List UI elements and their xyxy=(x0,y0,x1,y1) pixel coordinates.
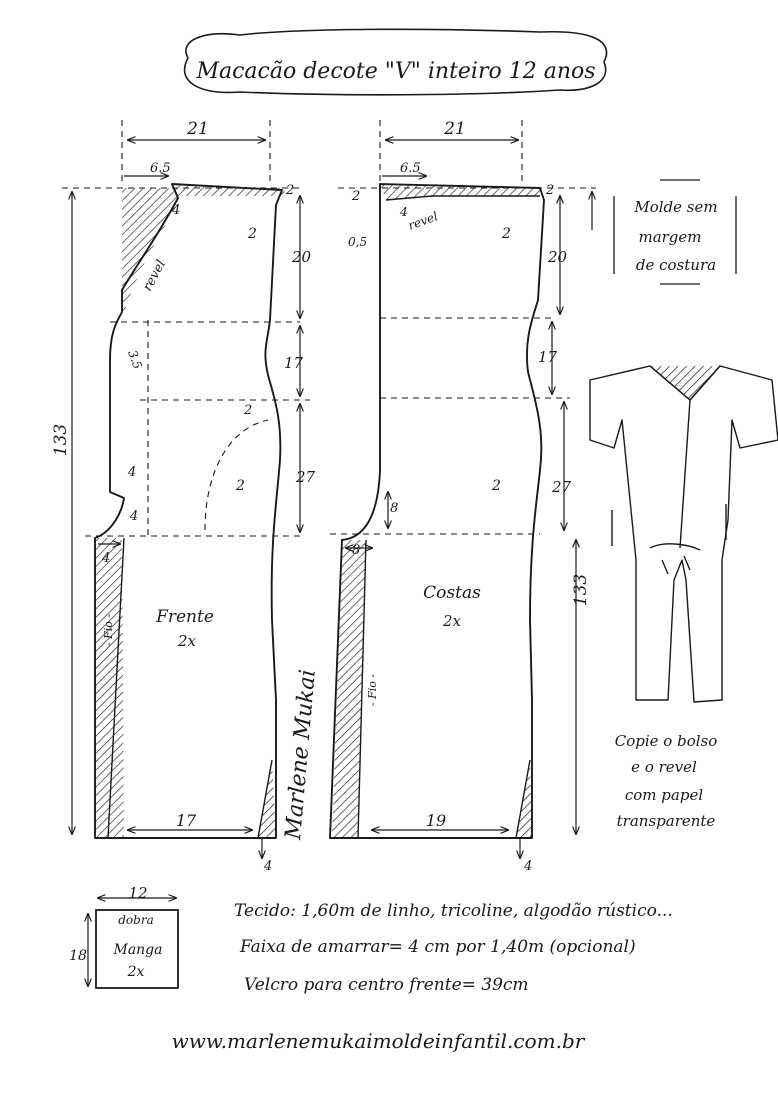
spec-tie: Faixa de amarrar= 4 cm por 1,40m (opcional) xyxy=(240,937,636,957)
sleeve-fold: dobra xyxy=(118,913,154,927)
back-hem-width: 19 xyxy=(425,811,447,830)
front-neck-drop: 4 xyxy=(172,203,181,218)
spec-velcro: Velcro para centro frente= 39cm xyxy=(244,975,529,995)
copy-note xyxy=(615,732,718,830)
front-hem-out: 4 xyxy=(264,859,273,874)
front-hip-to-crotch: 27 xyxy=(296,468,316,486)
back-shoulder-slope: 2 xyxy=(502,226,511,242)
front-leg-in: 4 xyxy=(102,551,111,566)
back-width-top: 21 xyxy=(444,119,466,139)
front-armhole-in: 3.5 xyxy=(125,348,145,371)
front-crotch-curve: 2 xyxy=(236,478,245,494)
jumpsuit-illustration xyxy=(590,366,778,702)
copy-line-4: transparente xyxy=(616,812,716,830)
front-total-length: 133 xyxy=(51,423,71,457)
front-grain: - Fio - xyxy=(102,613,115,647)
note-line-1: Molde sem xyxy=(634,198,718,216)
front-pocket-out: 2 xyxy=(244,403,253,418)
front-crotch-a: 4 xyxy=(128,465,137,480)
back-label: Costas xyxy=(423,583,481,603)
front-shoulder-rise: 2 xyxy=(286,183,295,198)
back-armhole-depth: 20 xyxy=(548,248,568,266)
note-line-2: margem xyxy=(638,228,702,246)
copy-line-2: e o revel xyxy=(631,758,697,776)
sleeve-count: 2x xyxy=(127,964,145,980)
back-grain: - Fio - xyxy=(366,673,379,707)
back-revel-label: revel xyxy=(406,209,440,233)
front-label: Frente xyxy=(156,607,214,627)
signature: Marlene Mukai xyxy=(281,668,321,841)
back-count: 2x xyxy=(442,612,462,630)
front-shoulder-slope: 2 xyxy=(248,226,257,242)
front-crotch-b: 4 xyxy=(130,509,139,524)
sleeve-label: Manga xyxy=(113,942,163,958)
copy-line-1: Copie o bolso xyxy=(614,732,718,750)
sleeve-pattern xyxy=(69,884,178,988)
page-title: Macacão decote "V" inteiro 12 anos xyxy=(196,59,596,84)
back-curve: 2 xyxy=(492,478,501,494)
seam-allowance-note xyxy=(614,180,736,284)
back-waist-to-hip: 17 xyxy=(538,348,558,366)
back-total-length: 133 xyxy=(571,573,591,607)
front-pattern-piece xyxy=(51,119,316,874)
front-neck-width: 6.5 xyxy=(150,161,171,176)
front-revel-label: revel xyxy=(140,257,170,294)
website-url: www.marlenemukaimoldeinfantil.com.br xyxy=(171,1029,585,1053)
back-cb-b: 0,5 xyxy=(348,235,368,249)
front-width-top: 21 xyxy=(187,119,209,139)
back-hem-out: 4 xyxy=(524,859,533,874)
material-specs xyxy=(234,901,673,995)
back-shoulder-rise: 2 xyxy=(546,183,555,198)
title-bubble xyxy=(185,29,607,94)
sleeve-height: 18 xyxy=(69,948,87,964)
front-hem-width: 17 xyxy=(175,811,197,830)
back-neck-width: 6.5 xyxy=(400,161,421,176)
front-armhole-depth: 20 xyxy=(292,248,312,266)
back-pattern-piece xyxy=(330,119,596,874)
back-crotch-depth: 8 xyxy=(390,501,399,516)
note-line-3: de costura xyxy=(635,256,717,274)
back-crotch-ext: 8 xyxy=(352,543,361,558)
spec-fabric: Tecido: 1,60m de linho, tricoline, algodão rústico... xyxy=(234,901,673,921)
back-cb-a: 2 xyxy=(352,189,361,204)
front-waist-to-hip: 17 xyxy=(284,354,304,372)
sleeve-width: 12 xyxy=(128,884,148,902)
back-hip-to-crotch: 27 xyxy=(552,478,572,496)
front-count: 2x xyxy=(177,632,197,650)
copy-line-3: com papel xyxy=(624,786,704,804)
back-neck-drop: 4 xyxy=(400,205,408,219)
